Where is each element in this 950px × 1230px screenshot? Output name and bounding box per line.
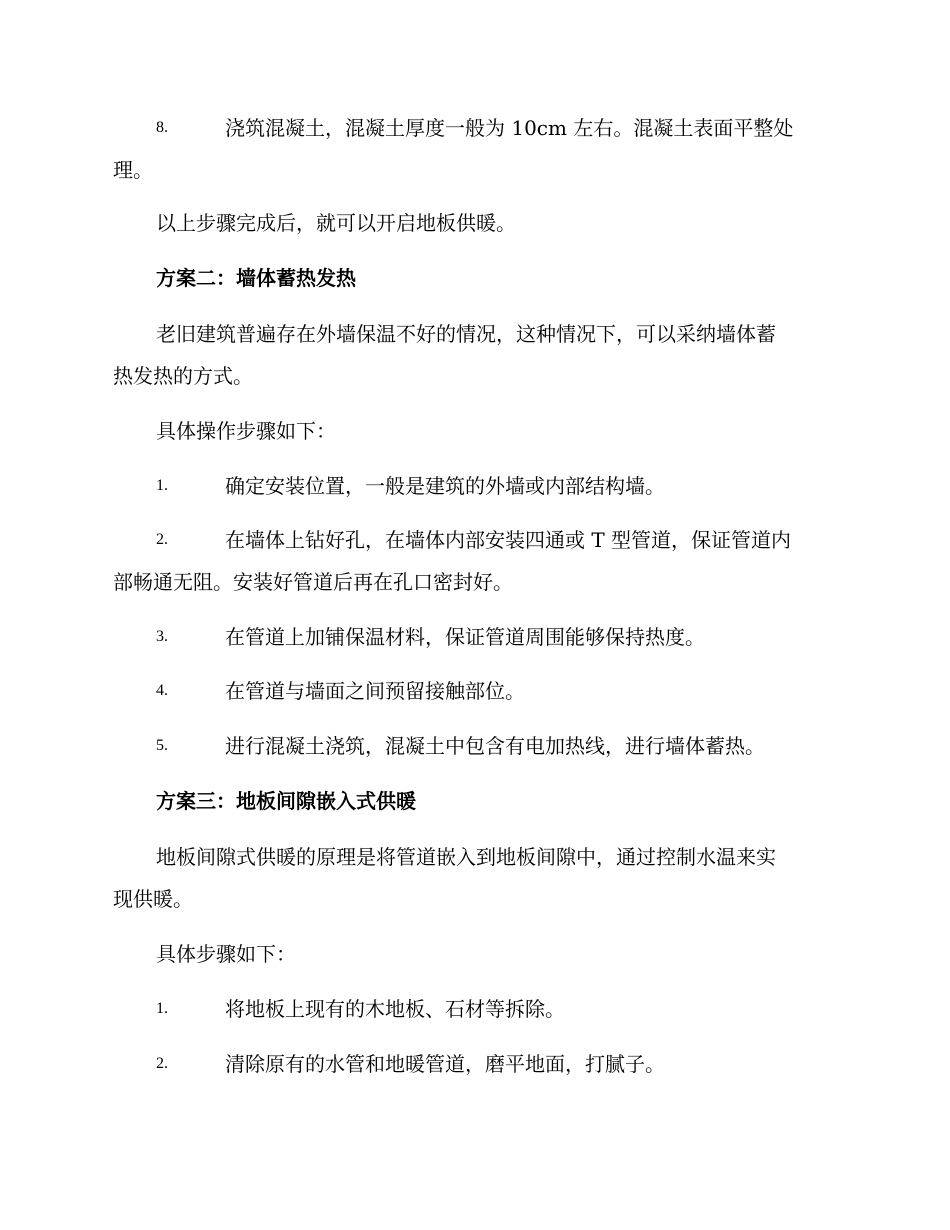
list-item — [113, 988, 833, 1030]
list-item — [113, 519, 833, 603]
intro-line1: 地板间隙式供暖的原理是将管道嵌入到地板间隙中，通过控制水温来实 — [156, 845, 776, 869]
list-item — [113, 465, 833, 507]
list-text-line1: 清除原有的水管和地暖管道，磨平地面，打腻子。 — [225, 1052, 665, 1076]
list-number: 3. — [156, 628, 168, 645]
intro-line2: 热发热的方式。 — [113, 364, 253, 388]
list-text-line1: 浇筑混凝土，混凝土厚度一般为 10cm 左右。混凝土表面平整处 — [225, 116, 794, 140]
intro-line1: 老旧建筑普遍存在外墙保温不好的情况，这种情况下，可以采纳墙体蓄 — [156, 322, 776, 346]
list-text-line1: 在墙体上钻好孔，在墙体内部安装四通或 T 型管道，保证管道内 — [225, 528, 792, 552]
list-item — [113, 1043, 833, 1085]
list-number: 1. — [156, 477, 168, 494]
paragraph-section3-intro — [113, 836, 833, 920]
list-item — [113, 670, 833, 712]
list-number: 5. — [156, 737, 168, 754]
section-heading-3: 方案三：地板间隙嵌入式供暖 — [156, 789, 416, 813]
list-number: 2. — [156, 531, 168, 548]
intro-line2: 现供暖。 — [113, 887, 193, 911]
list-number: 1. — [156, 1000, 168, 1017]
list-text-line2: 理。 — [113, 158, 153, 182]
paragraph-section2-intro — [113, 313, 833, 397]
list-item-8 — [113, 107, 833, 191]
list-text-line1: 确定安装位置，一般是建筑的外墙或内部结构墙。 — [225, 474, 665, 498]
section-heading-2: 方案二：墙体蓄热发热 — [156, 266, 356, 290]
list-item — [113, 616, 833, 658]
list-text-line1: 将地板上现有的木地板、石材等拆除。 — [225, 997, 565, 1021]
steps-label-section2: 具体操作步骤如下： — [156, 419, 336, 443]
list-text-line1: 在管道与墙面之间预留接触部位。 — [225, 679, 525, 703]
list-item — [113, 725, 833, 767]
list-number: 8. — [156, 119, 168, 136]
list-number: 4. — [156, 682, 168, 699]
list-number: 2. — [156, 1055, 168, 1072]
list-text-line1: 进行混凝土浇筑，混凝土中包含有电加热线，进行墙体蓄热。 — [225, 734, 765, 758]
steps-label-section3: 具体步骤如下： — [156, 942, 296, 966]
list-text-line1: 在管道上加铺保温材料，保证管道周围能够保持热度。 — [225, 625, 705, 649]
paragraph-after-steps: 以上步骤完成后，就可以开启地板供暖。 — [156, 211, 516, 235]
list-text-line2: 部畅通无阻。安装好管道后再在孔口密封好。 — [113, 570, 513, 594]
